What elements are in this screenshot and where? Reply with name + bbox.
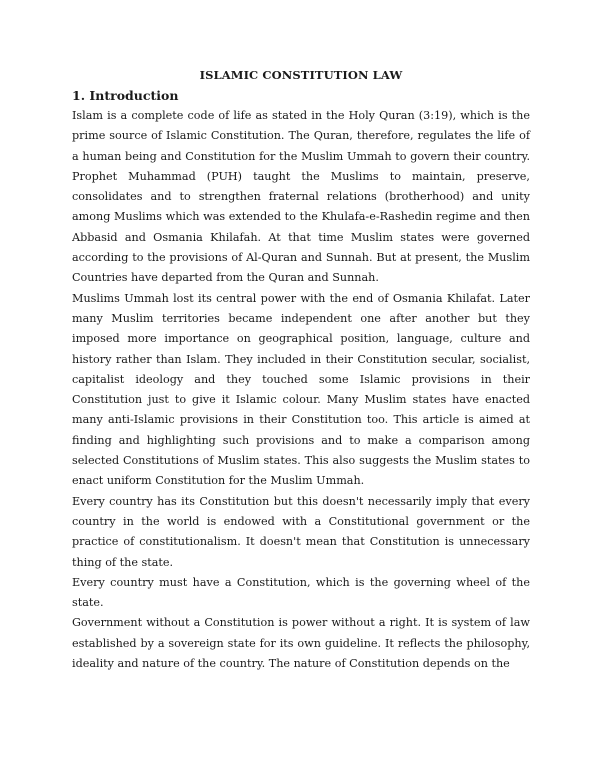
document-page bbox=[72, 68, 530, 674]
paragraph-4: Every country must have a Constitution, which is the governing wheel of the state. bbox=[72, 575, 530, 610]
document-title: ISLAMIC CONSTITUTION LAW bbox=[199, 68, 403, 82]
paragraph-3: Every country has its Constitution but this doesn't necessarily imply that every country in the world is endowed with a Constitutional government or the practice of constitutionalism. It doesn't mean that Constitution is unnecessary thing of the state. bbox=[72, 494, 530, 569]
paragraph-5: Government without a Constitution is power without a right. It is system of law established by a sovereign state for its own guideline. It reflects the philosophy, ideality and nature of the country. The nature of Constitution depends on the bbox=[72, 616, 530, 671]
section-heading-introduction: 1. Introduction bbox=[72, 88, 179, 103]
paragraph-2: Muslims Ummah lost its central power with the end of Osmania Khilafat. Later many Muslim territories became independent one after another but they imposed more importance on geographical position, language, culture and history rather than Islam. They included in their Constitution secular, socialist, capitalist ideology and they touched some Islamic provisions in their Constitution just to give it Islamic colour. Many Muslim states have enacted many anti-Islamic provisions in their Constitution too. This article is aimed at finding and highlighting such provisions and to make a comparison among selected Constitutions of Muslim states. This also suggests the Muslim states to enact uniform Constitution for the Muslim Ummah. bbox=[72, 291, 530, 488]
paragraph-1: Islam is a complete code of life as stated in the Holy Quran (3:19), which is the prime source of Islamic Constitution. The Quran, therefore, regulates the life of a human being and Constitution for the Muslim Ummah to govern their country. Prophet Muhammad (PUH) taught the Muslims to maintain, preserve, consolidates and to strengthen fraternal relations (brotherhood) and unity among Muslims which was extended to the Khulafa-e-Rashedin regime and then Abbasid and Osmania Khilafah. At that time Muslim states were governed according to the provisions of Al-Quran and Sunnah. But at present, the Muslim Countries have departed from the Quran and Sunnah. bbox=[72, 109, 530, 285]
